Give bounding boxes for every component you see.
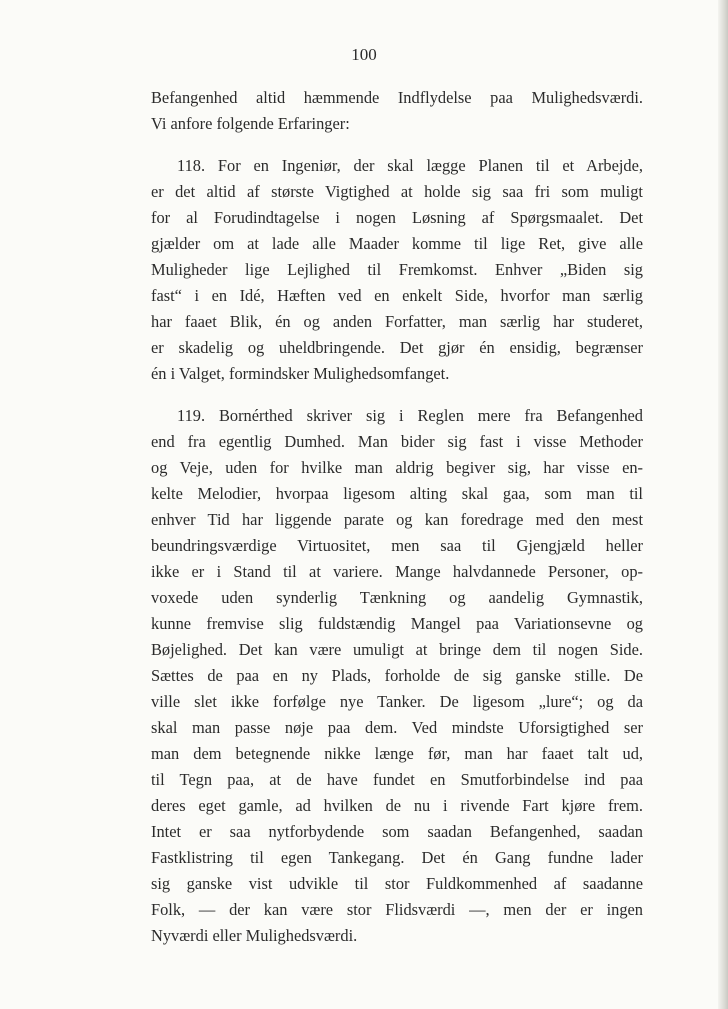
text-line: gjælder om at lade alle Maader komme til lige Ret, give alle (151, 234, 643, 253)
text-line: har faaet Blik, én og anden Forfatter, man særlig har studeret, (151, 312, 643, 331)
text-line: voxede uden synderlig Tænkning og aandelig Gymnastik, (151, 588, 643, 607)
text-line: 119. Bornérthed skriver sig i Reglen mere fra Befangenhed (177, 406, 643, 425)
text-line: Nyværdi eller Mulighedsværdi. (151, 926, 358, 945)
paragraph (151, 85, 643, 137)
text-line: og Veje, uden for hvilke man aldrig begiver sig, har visse en- (151, 458, 643, 477)
page-number: 100 (351, 45, 377, 64)
text-line: enhver Tid har liggende parate og kan foredrage med den mest (151, 510, 643, 529)
text-line: skal man passe nøje paa dem. Ved mindste Uforsigtighed ser (151, 718, 643, 737)
paragraph-gap (151, 387, 643, 403)
paragraph (151, 403, 643, 949)
text-line: kunne fremvise slig fuldstændig Mangel paa Variationsevne og (151, 614, 643, 633)
page-edge-shadow (718, 0, 728, 1009)
text-line: Vi anfore folgende Erfaringer: (151, 114, 350, 133)
text-line: beundringsværdige Virtuositet, men saa til Gjengjæld heller (151, 536, 643, 555)
text-line: ikke er i Stand til at variere. Mange halvdannede Personer, op- (151, 562, 643, 581)
text-line: Sættes de paa en ny Plads, forholde de sig ganske stille. De (151, 666, 643, 685)
text-line: Befangenhed altid hæmmende Indflydelse paa Mulighedsværdi. (151, 88, 643, 107)
text-line: til Tegn paa, at de have fundet en Smutforbindelse ind paa (151, 770, 643, 789)
text-line: Intet er saa nytforbydende som saadan Befangenhed, saadan (151, 822, 643, 841)
text-line: Folk, — der kan være stor Flidsværdi —, men der er ingen (151, 900, 643, 919)
text-line: end fra egentlig Dumhed. Man bider sig fast i visse Methoder (151, 432, 643, 451)
text-line: for al Forudindtagelse i nogen Løsning af Spørgsmaalet. Det (151, 208, 643, 227)
text-line: er det altid af største Vigtighed at holde sig saa fri som muligt (151, 182, 643, 201)
text-line: én i Valget, formindsker Mulighedsomfanget. (151, 364, 450, 383)
paragraph (151, 153, 643, 387)
text-line: Bøjelighed. Det kan være umuligt at bringe dem til nogen Side. (151, 640, 643, 659)
text-line: ville slet ikke forfølge nye Tanker. De ligesom „lure“; og da (151, 692, 643, 711)
text-line: 118. For en Ingeniør, der skal lægge Planen til et Arbejde, (177, 156, 643, 175)
text-line: Fastklistring til egen Tankegang. Det én Gang fundne lader (151, 848, 643, 867)
body-text (151, 85, 643, 949)
text-line: fast“ i en Idé, Hæften ved en enkelt Side, hvorfor man særlig (151, 286, 643, 305)
text-line: kelte Melodier, hvorpaa ligesom alting skal gaa, som man til (151, 484, 643, 503)
text-line: man dem betegnende nikke længe før, man har faaet talt ud, (151, 744, 643, 763)
paragraph-gap (151, 137, 643, 153)
text-line: sig ganske vist udvikle til stor Fuldkommenhed af saadanne (151, 874, 643, 893)
text-line: deres eget gamle, ad hvilken de nu i rivende Fart kjøre frem. (151, 796, 643, 815)
text-line: Muligheder lige Lejlighed til Fremkomst. Enhver „Biden sig (151, 260, 643, 279)
text-line: er skadelig og uheldbringende. Det gjør én ensidig, begrænser (151, 338, 643, 357)
